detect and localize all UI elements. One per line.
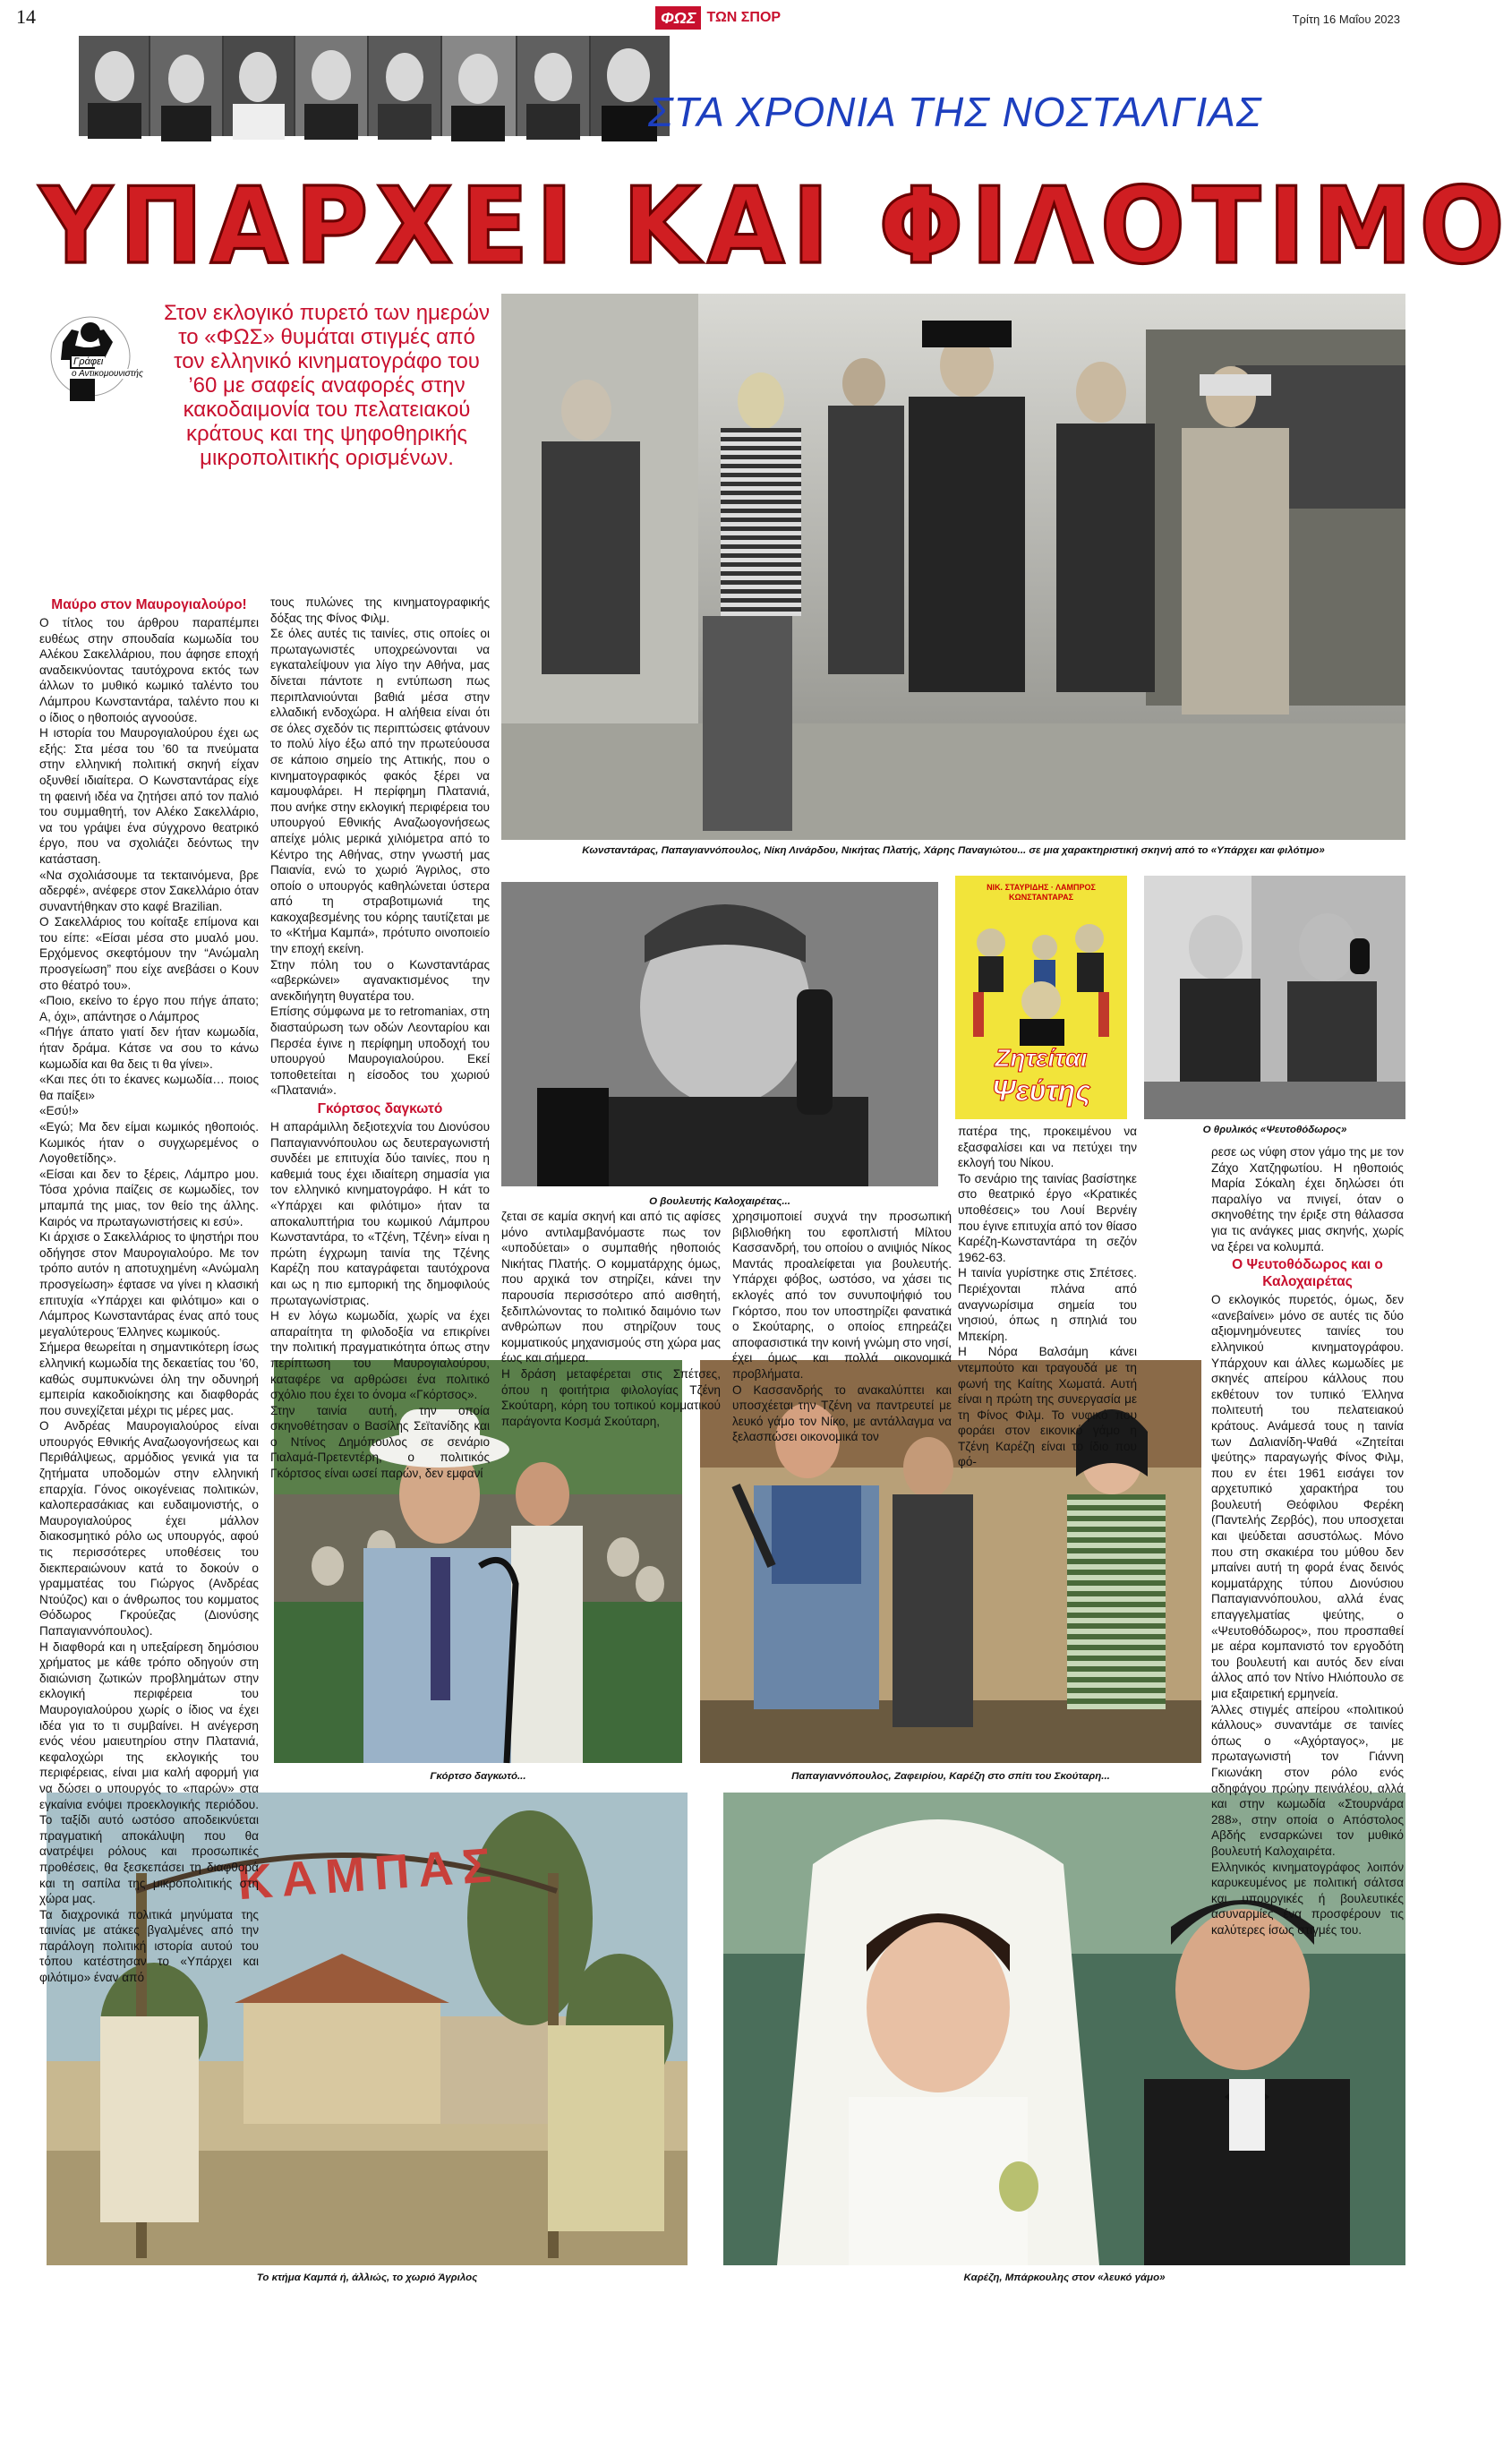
- kampas-sign: ΚΑΜΠΑΣ: [235, 1837, 502, 1911]
- col2-paragraph: Η εν λόγω κωμωδία, χωρίς να έχει απαραίτητα τη φιλοδοξία να επικρίνει την πολιτική πραγματικότητα όπως στην περίπτωση του Μαυρογιαλούρου, καταφέρε να αρθρώσει ένα πολιτικό σχόλιο που έχει το όνομα «Γκόρτσος».: [270, 1309, 490, 1402]
- col6-paragraph: Ο εκλογικός πυρετός, όμως, δεν «ανεβαίνει» μόνο σε αυτές τις δύο αξιομνημόνευτες ταινίες του ελληνικού κινηματογράφου. Υπάρχουν και άλλες κωμωδίες με σκηνές απείρου κάλλους που εκθέτουν τον τυπικό Έλληνα πολιτευτή του πελατειακού κράτους. Ανάμεσά τους η ταινία των Δαλιανίδη-Ψαθά «Ζητείται ψεύτης» παραγωγής Φίνος Φιλμ, που εν έτει 1961 εισάγει τον αρχετυπικό χαρακτήρα του βουλευτή Θεόφιλου Φερέκη (Παντελής Ζερβός), που υποσχεται και ψεύδεται ασυστόλως. Μόνο που στη σκακιέρα του μύθου δεν μπαίνει αυτή τη φορά ένας δεινός κομματάρχης τύπου Διονύσιου Παπαγιαννόπουλου, αλλά ένας επαγγελματίας ψεύτης, ο «Ψευτοθόδωρος», που προσπαθεί με αέρα κομπανιστό τον εργοδότη του βουλευτή και αυτός δεν είναι άλλος από τον Ντίνο Ηλιόπουλο σε μια εξαιρετική ερμηνεία.: [1211, 1293, 1404, 1700]
- col1-paragraph: Ο Ανδρέας Μαυρογιαλούρος είναι υπουργός Εθνικής Αναζωογονήσεως και Περιθάλψεως, αρμόδιος γενικά για τα ζητήματα υποδομών στην ελληνική επαρχία. Γόνος οικογένειας πολιτικών, καλοπερασάκιας και ευδαιμονιστής, ο Μαυρογιαλούρος έχει μάλλον διακοσμητικό ρόλο ως υπουργός, αφού τις περισσότερες υποθέσεις του διεκπεραιώνουν κατά το δοκούν ο γραμματέας του Γιώργος (Ανδρέας Ντούζος) και ο άνθρωπος του κομματος Θόδωρος Γκρούεζας (Διονύσης Παπαγιαννόπουλος).: [39, 1419, 259, 1638]
- main-photo: [501, 294, 1405, 840]
- col3-body: [501, 1209, 721, 1429]
- col3-paragraph: Η δράση μεταφέρεται στις Σπέτσες, όπου η φοιτήτρια φιλολογίας Τζένη Σκούταρη, κόρη του τοπικού κομματικού παράγοντα Κοσμά Σκούταρη,: [501, 1366, 721, 1428]
- col5-paragraph: Η Νόρα Βαλσάμη κάνει ντεμπούτο και τραγουδά με τη φωνή της Καίτης Χωματά. Αυτή είναι η πρώτη της συνεργασία με τη Φίνος Φιλμ. Το νυφικό που φοράει στον εικονικό γάμο η Τζένη Καρέζη είναι το ίδιο που φό-: [958, 1345, 1137, 1469]
- col3-paragraph: ζεται σε καμία σκηνή και από τις αφίσες μόνο αντιλαμβανόμαστε πως τον «υποδύεται» ο συμπαθής ηθοποιός Νικήτας Πλατής. Ο κομματάρχης όμως, που αρχικά τον στηρίζει, κάνει την παρουσία περισσότερο από αισθητή, ξεδιπλώνοντας το πολιτικό δαιμόνιο των ανθρώπων που στηρίζουν τους κομματικούς μηχανισμούς στη χώρα μας έως και σήμερα.: [501, 1210, 721, 1365]
- col1-paragraph: Ο Σακελλάριος του κοίταξε επίμονα και του είπε: «Είσαι μέσα στο μυαλό μου. Ερχόμενος σκεφτόμουν την “Ανώμαλη προσγείωση” που είχε ανεβάσει ο Κουν στο θέατρό του».: [39, 915, 259, 992]
- col1-body: [39, 615, 259, 1986]
- col6-paragraph: ρεσε ως νύφη στον γάμο της με τον Ζάχο Χατζηφωτίου. Η ηθοποιός Μαρία Σόκαλη έχει δηλώσει ότι παραλίγο να πνιγεί, όταν ο σκηνοθέτης την έριξε στη θάλασσα για τις ανάγκες μιας σκηνής, χωρίς να ξέρει να κολυμπά.: [1211, 1145, 1404, 1254]
- col1-paragraph: Ο τίτλος του άρθρου παραπέμπει ευθέως στην σπουδαία κωμωδία του Αλέκου Σακελλάριου, που άφησε εποχή αναδεικνύοντας ταυτόχρονα εκτός των άλλων το μυθικό κωμικό ταλέντο του Λάμπρου Κωνσταντάρα, ταλέντο που κι ο ίδιος ο ηθοποιός αγνοούσε.: [39, 616, 259, 724]
- byline-author: ο Αντικομουνιστής: [72, 369, 143, 379]
- col2-paragraph: Στην πόλη του ο Κωνσταντάρας «αβερκώνει» αγανακτισμένος την ανεκδιήγητη θυγατέρα του.: [270, 957, 490, 1003]
- col1-paragraph: Η διαφθορά και η υπεξαίρεση δημόσιου χρήματος με κάθε τρόπο οδηγούν στη διαιώνιση ζωτικών προβλημάτων στην εκλογική περιφέρεια του Μαυρογιαλούρου χωρίς ο ίδιος να έχει ιδέα για το τι συμβαίνει. Η ανέγερση ενός νέου μαιευτηρίου στην Πλατανιά, κεφαλοχώρι της εκλογικής του περιφέρειας, είναι μια καλή αφορμή για να δώσει ο υπουργός το «παρών» στα εγκαίνια ενόψει προεκλογικής περιόδου. Το ταξίδι αυτό ωστόσο αποδεικνύεται πραγματική αποκάλυψη που θα ανατρέψει ρόλους και προσωπικές προθέσεις, θα ξεσκεπάσει τη διαφθορά και τη σαπίλα της μικροπολιτικής στη χώρα μας.: [39, 1639, 259, 1906]
- column-title: ΣΤΑ ΧΡΟΝΙΑ ΤΗΣ ΝΟΣΤΑΛΓΙΑΣ: [648, 89, 1262, 135]
- col1-paragraph: «Να σχολιάσουμε τα τεκταινόμενα, βρε αδερφέ», ανέφερε στον Σακελλάριο όταν συναντήθηκαν στο καφέ Brazilian.: [39, 868, 259, 913]
- col1-heading: Μαύρο στον Μαυρογιαλούρο!: [51, 597, 247, 612]
- caption-gkortsos: Γκόρτσο δαγκωτό...: [430, 1771, 526, 1782]
- caption-vouleutis: Ο βουλευτής Καλοχαιρέτας...: [649, 1196, 790, 1207]
- column-3: [501, 1209, 721, 1428]
- col1-paragraph: Τα διαχρονικά πολιτικά μηνύματα της ταινίας με ατάκες βγαλμένες από την παράλογη πολιτική ιστορία αυτού του τόπου κατέστησαν το «Υπάρχει και φιλότιμο» έναν από: [39, 1907, 259, 1985]
- col6-subheading: Ο Ψευτοθόδωρος και ο Καλοχαιρέτας: [1232, 1257, 1383, 1290]
- col6-paragraph: Ελληνικός κινηματογράφος λοιπόν καρυκευμένος με πολιτική σάλτσα και υπουργικές ή βουλευτικές ασυναρμίες ένα προσφέρουν τις καλύτερες ίσως στιγμές του.: [1211, 1860, 1404, 1937]
- col4-body: [732, 1209, 952, 1445]
- poster-title-1: Ζητείται: [995, 1044, 1088, 1072]
- portrait-strip: [79, 36, 670, 136]
- page-number: 14: [16, 5, 36, 28]
- col1-paragraph: «Εσύ!»: [39, 1104, 79, 1118]
- byline-figure: [50, 303, 131, 408]
- newspaper-logo: [655, 5, 781, 30]
- col1-paragraph: «Πήγε άπατο γιατί δεν ήταν κωμωδία, ήταν δράμα. Κάτσε να σου το κάνω κωμωδία και θα δεις τι θα γίνει».: [39, 1025, 259, 1071]
- col4-paragraph: Ο Κασσανδρής το ανακαλύπτει και υποσχέεται την Τζένη να παντρευτεί με λευκό γάμο τον Νίκο, με αντάλλαγμα να ξελασπώσει οικονομικά τον: [732, 1382, 952, 1444]
- col2-paragraph: τους πυλώνες της κινηματογραφικής δόξας της Φίνος Φιλμ.: [270, 595, 490, 625]
- col4-paragraph: χρησιμοποιεί συχνά την προσωπική βιβλιοθήκη του εφοπλιστή Μίλτου Κασσανδρή, του οποίου ο ανιψιός Νίκος Μαντάς προαλείφεται για βουλευτής. Υπάρχει φόβος, ωστόσο, να χάσει τις εκλογές από τον συνυποψήφιό του Γκόρτσο, που τον υποστηρίζει φανατικά ο Σκούταρης, ο οποίος επηρεάζει αποφασιστικά την κοινή γνώμη στο νησί, έχει όμως και πολλά οικονομικά προβλήματα.: [732, 1210, 952, 1381]
- issue-date: Τρίτη 16 Μαΐου 2023: [1292, 13, 1400, 26]
- column-6: [1211, 1144, 1404, 1937]
- col1-paragraph: «Είσαι και δεν το ξέρεις, Λάμπρο μου. Τόσα χρόνια παίζεις σε κωμωδίες, τον μπαμπά της μιας, τον θείο της άλλης. Καιρός να πρωταγωνιστήσεις κι εσύ».: [39, 1167, 259, 1228]
- caption-ktima: Το κτήμα Καμπά ή, άλλιώς, το χωριό Άγριλος: [256, 2272, 478, 2283]
- col5-paragraph: Το σενάριο της ταινίας βασίστηκε στο θεατρικό έργο «Κρατικές υποθέσεις» του Λουί Βερνέιγ που έγινε επιτυχία από τον θίασο Καρέζη-Κωνσταντάρα τη σεζόν 1962-63.: [958, 1171, 1137, 1264]
- col1-paragraph: «Εγώ; Μα δεν είμαι κωμικός ηθοποιός. Κωμικός ήταν ο συγχωρεμένος ο Λογοθετίδης».: [39, 1120, 259, 1166]
- col2-paragraph: Σε όλες αυτές τις ταινίες, στις οποίες οι πρωταγωνιστές υποχρεώνονται να εγκαταλείψουν για λίγο την Αθήνα, μας δίνεται πάντοτε η εντύπωση πως περιπλανιούνται βαθιά μέσα στην ελλαδική ενδοχώρα. Η αλήθεια είναι ότι σε όλες σχεδόν τις περιπτώσεις φτάνουν το πολύ λίγο έξω από την πρωτεύουσα σε κάποιο σημείο της Αττικής, που ο κινηματογραφικός φακός ξέρει να καμουφλάρει. Η περίφημη Πλατανιά, που ανήκε στην εκλογική περιφέρεια του υπουργού Εθνικής Αναζωογονήσεως απείχε μόλις μερικά χιλιόμετρα από το Κέντρο της Αθήνας, στην γνωστή μας Παιανία, ενώ το χωριό Άγριλος, στο οποίο ο υπουργός καθηλώνεται ύστερα από τη στραβοτιμωνιά της κακοχαβεσμένης του κόρης ταυτίζεται με το «Κτήμα Καμπά», πρότυπο οινοποιείο την εποχή εκείνη.: [270, 627, 490, 956]
- col6-paragraph: Άλλες στιγμές απείρου «πολιτικού κάλλους» συναντάμε σε ταινίες όπως ο «Αχόρταγος», με πρωταγωνιστή τον Γιάννη Γκιωνάκη στον ρόλο ενός αδηφάγου πρώην πεινάλέου, αλλά και στην κωμωδία «Στουρνάρα 288», στην οποία ο Απόστολος Αβδής ενσαρκώνει τον μυθικό βουλευτή Καλοχαιρέτα.: [1211, 1702, 1404, 1858]
- logo-mark: ΦΩΣ: [655, 6, 701, 30]
- column-4: [732, 1209, 952, 1444]
- headline: ΥΠΑΡΧΕΙ ΚΑΙ ΦΙΛΟΤΙΜΟ: [39, 165, 1512, 288]
- section-name: ΤΩΝ ΣΠΟΡ: [706, 10, 782, 25]
- caption-main: Κωνσταντάρας, Παπαγιαννόπουλος, Νίκη Λινάρδου, Νικήτας Πλατής, Χάρης Παναγιώτου... σε μια χαρακτηριστική σκηνή από το «Υπάρχει και φιλότιμο»: [582, 845, 1325, 856]
- column-2: [270, 595, 490, 1481]
- poster-title-2: Ψεύτης: [991, 1074, 1091, 1107]
- caption-thrylikos: Ο θρυλικός «Ψευτοθόδωρος»: [1202, 1125, 1347, 1135]
- col6-body: [1211, 1144, 1404, 1938]
- col5-paragraph: Η ταινία γυρίστηκε στις Σπέτσες. Περιέχονται πλάνα από αναγνωρίσιμα σημεία του νησιού, όπως η σπηλιά του Μπεκίρη.: [958, 1266, 1137, 1343]
- caption-karezi: Καρέζη, Μπάρκουλης στον «λευκό γάμο»: [963, 2272, 1166, 2283]
- photo-thrylikos: [1144, 876, 1405, 1119]
- caption-papagiannopoulos: Παπαγιαννόπουλος, Ζαφειρίου, Καρέζη στο σπίτι του Σκούταρη...: [791, 1771, 1110, 1782]
- col2-paragraph: Στην ταινία αυτή, την οποία σκηνοθέτησαν ο Βασίλης Σεϊτανίδης και ο Ντίνος Δημόπουλος σε σενάριο Γιαλαμά-Πρετεντέρη, ο πολιτικός Γκόρτσος είναι ωσεί παρών, δεν εμφανί: [270, 1403, 490, 1481]
- byline-label: Γράφει: [73, 356, 104, 367]
- col1-paragraph: Σήμερα θεωρείται η σημαντικότερη ίσως ελληνική κωμωδία της δεκαετίας του ’60, καθώς συμπυκνώνει όλη την οδυνηρή εμπειρία κακοδιοίκησης και διαφθοράς που συνεχίζεται μέχρι τις μέρες μας.: [39, 1340, 259, 1417]
- col2-paragraph: Επίσης σύμφωνα με το retromaniax, στη διασταύρωση των οδών Λεονταρίου και Περσέα έγινε η περίφημη υποδοχή του υπουργού Μαυρογιαλούρου. Εκεί τοποθετείται η είσοδος του χωριού «Πλατανιά».: [270, 1005, 490, 1098]
- col1-paragraph: Κι άρχισε ο Σακελλάριος το ψηστήρι που οδήγησε στον Μαυρογιαλούρο. Με τον τρόπο αυτόν η αποτυχημένη «Ανώμαλη προσγείωση» έφτασε να γίνει η κλασική επιτυχία «Υπάρχει και φιλότιμο» και ο Λάμπρος Κωνσταντάρας ένας από τους μεγαλύτερους Έλληνες κωμικούς.: [39, 1230, 259, 1339]
- col1-paragraph: Η ιστορία του Μαυρογιαλούρου έχει ως εξής: Στα μέσα του ’60 τα πνεύματα στην ελληνική πολιτική σκηνή είχαν οξυνθεί ιδιαίτερα. Ο Κωνσταντάρας είχε τη φαεινή ιδέα να ζητήσει από τον παλιό του συμμαθητή, τον Αλέκο Σακελλάριο, να του γράψει ένα σύγχρονο θεατρικό έργο, που να σχολιάζει δεόντως την κατάσταση.: [39, 726, 259, 866]
- col2-body: [270, 595, 490, 1482]
- column-1: [39, 595, 259, 1985]
- col2-paragraph: Η απαράμιλλη δεξιοτεχνία του Διονύσου Παπαγιαννόπουλου ως δευτεραγωνιστή συνδέει με επιτυχία δύο ταινίες, που η καθεμιά τους έχει ιδιαίτερη σημασία για τον ελληνικό κινηματογράφο. Η κάτ το «Υπάρχει και φιλότιμο» ήταν τα αποκαλυπτήρια του κωμικού Λάμπρου Κωνσταντάρα, το «Τζένη, Τζένη» είναι η πρώτη έγχρωμη ταινία της Τζένης Καρέζη που καταγράφεται ταυτόχρονα και ως η πιο εμπορική της δημοφιλούς πρωταγωνίστριας.: [270, 1120, 490, 1307]
- col1-paragraph: «Και πες ότι το έκανες κωμωδία… ποιος θα παίξει»: [39, 1073, 259, 1102]
- photo-vouleutis: [501, 882, 938, 1186]
- col5-body: [958, 1124, 1137, 1470]
- col1-paragraph: «Ποιο, εκείνο το έργο που πήγε άπατο; Α, όχι», απάντησε ο Λάμπρος: [39, 994, 259, 1023]
- col2-subheading: Γκόρτσος δαγκωτό: [317, 1101, 443, 1117]
- col5-paragraph: πατέρα της, προκειμένου να εξασφαλίσει και να πετύχει την εκλογή του Νίκου.: [958, 1125, 1137, 1170]
- column-5: [958, 1124, 1137, 1469]
- photo-poster: [955, 876, 1127, 1119]
- poster-credits: ΝΙΚ. ΣΤΑΥΡΙΔΗΣ · ΛΑΜΠΡΟΣ ΚΩΝΣΤΑΝΤΑΡΑΣ: [987, 883, 1096, 902]
- lead-text: Στον εκλογικό πυρετό των ημερών το «ΦΩΣ» θυμάται στιγμές από τον ελληνικό κινηματογράφο του ’60 με σαφείς αναφορές στην κακοδαιμονία του πελατειακού κράτους και της ψηφοθηρικής μικροπολιτικής ορισμένων.: [164, 301, 490, 470]
